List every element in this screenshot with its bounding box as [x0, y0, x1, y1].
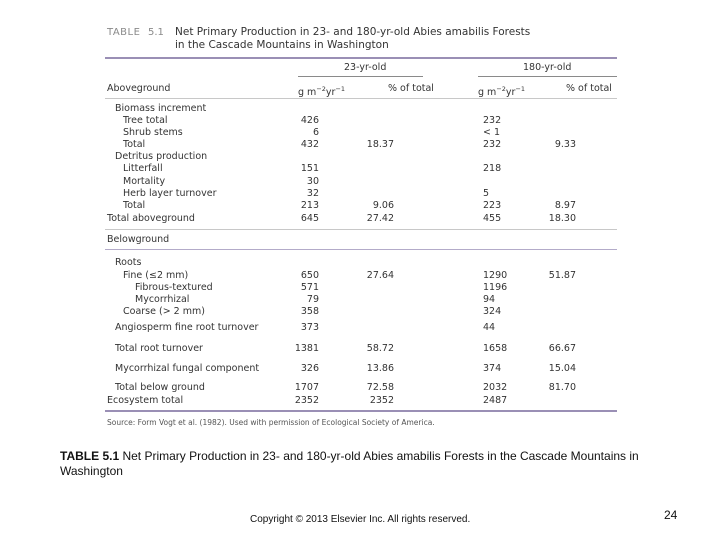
value-180-gm2yr: 44 — [483, 322, 496, 333]
value-23-gm2yr: 151 — [300, 163, 319, 174]
value-23-gm2yr: 432 — [300, 139, 319, 150]
value-23-gm2yr: 213 — [300, 200, 319, 211]
value-23-gm2yr: 326 — [300, 363, 319, 374]
aboveground-end-rule — [105, 229, 617, 230]
value-23-pct: 18.37 — [366, 139, 394, 150]
value-23-gm2yr: 2352 — [294, 395, 319, 406]
table-title-line2: in the Cascade Mountains in Washington — [175, 39, 389, 51]
value-180-gm2yr: 232 — [483, 139, 502, 150]
row-label: Detritus production — [115, 151, 208, 162]
value-23-pct: 27.64 — [366, 270, 394, 281]
row-label: Mortality — [123, 176, 166, 187]
value-180-gm2yr: < 1 — [483, 127, 501, 138]
table-source-note: Source: Form Vogt et al. (1982). Used with permission of Ecological Society of America. — [107, 418, 435, 427]
value-23-pct: 2352 — [369, 395, 394, 406]
row-label: Angiosperm fine root turnover — [115, 322, 259, 333]
value-180-gm2yr: 2487 — [483, 395, 508, 406]
value-23-gm2yr: 30 — [306, 176, 319, 187]
caption-text: Net Primary Production in 23- and 180-yr-old Abies amabilis Forests in the Cascade Mountains in Washington — [60, 449, 639, 478]
top-rule — [105, 57, 617, 59]
header-rule — [105, 98, 617, 99]
section-aboveground: Aboveground — [107, 83, 171, 94]
value-180-pct: 81.70 — [548, 382, 576, 393]
row-label: Total aboveground — [107, 213, 195, 224]
value-23-gm2yr: 650 — [300, 270, 319, 281]
row-label: Coarse (> 2 mm) — [123, 306, 205, 317]
row-label: Shrub stems — [123, 127, 183, 138]
row-label: Mycorrhizal fungal component — [115, 363, 260, 374]
table-label: TABLE — [107, 27, 141, 38]
value-180-pct: 51.87 — [548, 270, 576, 281]
row-label: Total below ground — [115, 382, 205, 393]
value-180-gm2yr: 374 — [483, 363, 502, 374]
row-label: Mycorrhizal — [135, 294, 190, 305]
value-180-gm2yr: 5 — [483, 188, 490, 199]
copyright-notice: Copyright © 2013 Elsevier Inc. All rights reserved. — [250, 514, 471, 525]
value-23-gm2yr: 1381 — [294, 343, 319, 354]
row-label: Tree total — [123, 115, 168, 126]
col-pct-180: % of total — [566, 83, 612, 94]
value-180-gm2yr: 324 — [483, 306, 502, 317]
table-number: 5.1 — [148, 27, 164, 38]
belowground-rule — [105, 249, 617, 250]
col-units-180: g $m^{-2}yr^{-1}$ — [478, 85, 526, 98]
col-units-23: g $m^{-2}yr^{-1}$ — [298, 85, 346, 98]
value-23-pct: 13.86 — [366, 363, 394, 374]
value-180-gm2yr: 1658 — [483, 343, 508, 354]
value-180-gm2yr: 1290 — [483, 270, 508, 281]
value-180-gm2yr: 2032 — [483, 382, 508, 393]
value-23-gm2yr: 79 — [306, 294, 319, 305]
value-180-gm2yr: 223 — [483, 200, 502, 211]
row-label: Total root turnover — [115, 343, 203, 354]
slide-caption — [60, 449, 660, 479]
value-180-pct: 8.97 — [554, 200, 576, 211]
row-label: Fibrous-textured — [135, 282, 213, 293]
value-23-pct: 72.58 — [366, 382, 394, 393]
value-23-gm2yr: 571 — [300, 282, 319, 293]
row-label: Ecosystem total — [107, 395, 184, 406]
row-label: Litterfall — [123, 163, 163, 174]
value-180-pct: 18.30 — [548, 213, 576, 224]
value-180-pct: 66.67 — [548, 343, 576, 354]
value-23-gm2yr: 426 — [300, 115, 319, 126]
row-label: Fine (≤2 mm) — [123, 270, 189, 281]
row-label: Total — [123, 200, 146, 211]
bottom-rule — [105, 410, 617, 412]
row-label: Roots — [115, 257, 142, 268]
value-180-pct: 15.04 — [548, 363, 576, 374]
group-header-23: 23-yr-old — [344, 62, 387, 73]
value-180-gm2yr: 1196 — [483, 282, 508, 293]
row-label: Biomass increment — [115, 103, 207, 114]
value-180-gm2yr: 218 — [483, 163, 502, 174]
page-number: 24 — [664, 508, 678, 522]
group-rule-180 — [478, 76, 617, 77]
caption-label: TABLE 5.1 — [60, 449, 120, 463]
value-23-gm2yr: 1707 — [294, 382, 319, 393]
group-header-180: 180-yr-old — [523, 62, 572, 73]
value-180-gm2yr: 232 — [483, 115, 502, 126]
value-23-gm2yr: 358 — [300, 306, 319, 317]
value-23-gm2yr: 373 — [300, 322, 319, 333]
group-rule-23 — [298, 76, 423, 77]
value-23-gm2yr: 32 — [306, 188, 319, 199]
section-belowground: Belowground — [107, 234, 170, 245]
value-23-pct: 27.42 — [366, 213, 394, 224]
value-23-pct: 9.06 — [372, 200, 394, 211]
value-180-pct: 9.33 — [554, 139, 576, 150]
table-title-line1: Net Primary Production in 23- and 180-yr-old Abies amabilis Forests — [175, 26, 531, 38]
value-23-gm2yr: 645 — [300, 213, 319, 224]
row-label: Total — [123, 139, 146, 150]
col-pct-23: % of total — [388, 83, 434, 94]
value-23-pct: 58.72 — [366, 343, 394, 354]
value-23-gm2yr: 6 — [312, 127, 319, 138]
value-180-gm2yr: 94 — [483, 294, 496, 305]
row-label: Herb layer turnover — [123, 188, 217, 199]
value-180-gm2yr: 455 — [483, 213, 502, 224]
